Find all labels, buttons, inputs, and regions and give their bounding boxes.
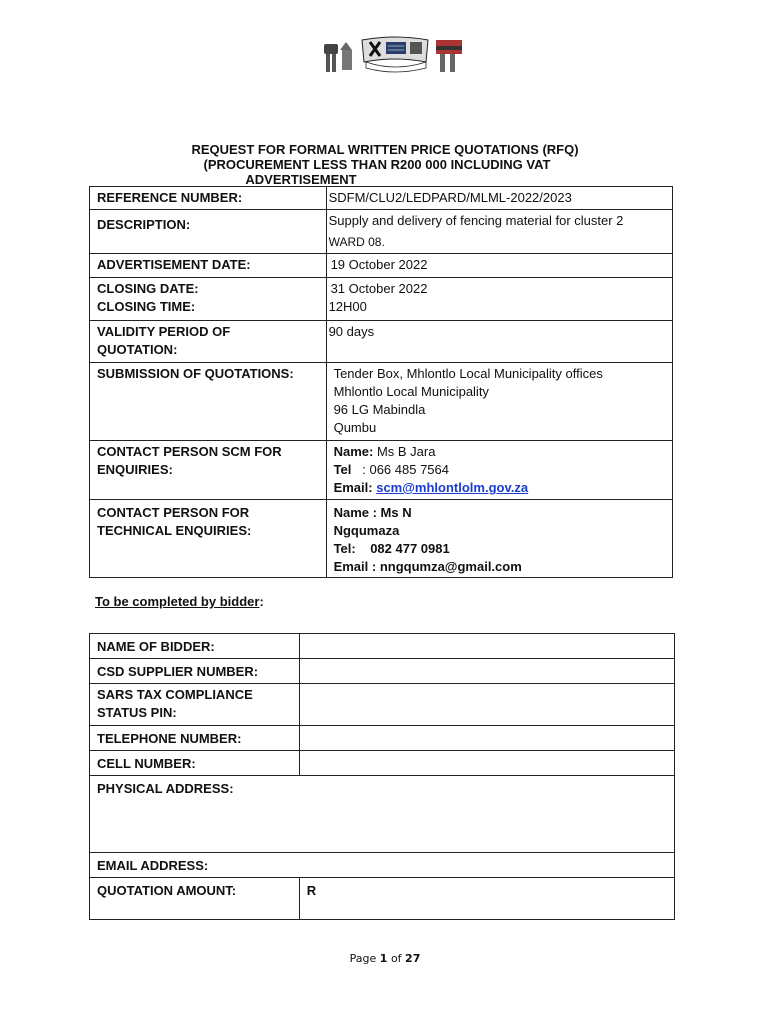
closing-date-label: CLOSING DATE: xyxy=(97,281,199,296)
scm-contact-details xyxy=(326,441,672,500)
bidder-form-table xyxy=(89,633,675,920)
table-row xyxy=(90,726,675,751)
technical-contact-details xyxy=(326,500,672,578)
scm-tel-label: Tel xyxy=(333,462,352,477)
technical-email: Email : nngqumza@gmail.com xyxy=(333,559,522,574)
table-row xyxy=(90,363,673,441)
technical-tel-label: Tel: xyxy=(333,541,356,556)
submission-line-4: Qumbu xyxy=(333,420,377,435)
table-row xyxy=(90,278,673,321)
closing-labels xyxy=(90,278,327,321)
scm-contact-label-line-2: ENQUIRIES: xyxy=(97,462,173,477)
telephone-field[interactable] xyxy=(299,726,674,751)
closing-date-value: 31 October 2022 xyxy=(330,281,428,296)
validity-value: 90 days xyxy=(326,321,672,363)
submission-line-1: Tender Box, Mhlontlo Local Municipality offices xyxy=(333,366,603,381)
table-row xyxy=(90,659,675,684)
quotation-amount-label: QUOTATION AMOUNT: xyxy=(90,878,300,920)
document-title-line-3: ADVERTISEMENT xyxy=(245,172,357,187)
reference-number-label: REFERENCE NUMBER: xyxy=(90,187,327,210)
document-title-line-2: (PROCUREMENT LESS THAN R200 000 INCLUDING VAT xyxy=(203,157,551,172)
email-address-field[interactable] xyxy=(90,853,675,878)
submission-address xyxy=(326,363,672,441)
validity-label-line-1: VALIDITY PERIOD OF xyxy=(97,324,231,339)
sars-pin-label xyxy=(90,684,300,726)
footer-of-word: of xyxy=(390,952,402,965)
submission-label: SUBMISSION OF QUOTATIONS: xyxy=(90,363,327,441)
bidder-name-label: NAME OF BIDDER: xyxy=(90,634,300,659)
bidder-section-heading-colon: : xyxy=(259,594,264,609)
table-row xyxy=(90,684,675,726)
technical-contact-label xyxy=(90,500,327,578)
description-line-1: Supply and delivery of fencing material for cluster 2 xyxy=(328,213,624,228)
quotation-amount-field[interactable]: R xyxy=(299,878,674,920)
table-row xyxy=(90,210,673,254)
advertisement-date-label: ADVERTISEMENT DATE: xyxy=(90,254,327,278)
table-row xyxy=(90,254,673,278)
description-label: DESCRIPTION: xyxy=(90,210,327,254)
table-row xyxy=(90,776,675,853)
validity-label-line-2: QUOTATION: xyxy=(97,342,178,357)
telephone-label: TELEPHONE NUMBER: xyxy=(90,726,300,751)
footer-page-word: Page xyxy=(349,952,377,965)
closing-time-label: CLOSING TIME: xyxy=(97,299,196,314)
municipality-crest-logo xyxy=(322,36,468,76)
scm-name-value: Ms B Jara xyxy=(376,444,436,459)
sars-pin-label-line-1: SARS TAX COMPLIANCE xyxy=(97,687,253,702)
rfq-details-table xyxy=(89,186,673,578)
footer-page-number: 1 xyxy=(379,952,388,965)
submission-line-3: 96 LG Mabindla xyxy=(333,402,426,417)
scm-tel-value: : 066 485 7564 xyxy=(362,462,449,477)
description-line-2: WARD 08. xyxy=(328,235,385,249)
bidder-section-heading-text: To be completed by bidder xyxy=(95,594,260,609)
scm-email-link[interactable]: scm@mhlontlolm.gov.za xyxy=(376,480,529,495)
table-row xyxy=(90,187,673,210)
table-row xyxy=(90,853,675,878)
scm-tel-row xyxy=(334,461,672,479)
table-row xyxy=(90,321,673,363)
technical-name-line-2: Ngqumaza xyxy=(333,523,400,538)
scm-contact-label-line-1: CONTACT PERSON SCM FOR xyxy=(97,444,282,459)
submission-line-2: Mhlontlo Local Municipality xyxy=(333,384,489,399)
bidder-section-heading xyxy=(95,594,264,609)
sars-pin-label-line-2: STATUS PIN: xyxy=(97,705,177,720)
scm-contact-label xyxy=(90,441,327,500)
table-row xyxy=(90,500,673,578)
physical-address-field[interactable] xyxy=(90,776,675,853)
technical-contact-label-line-1: CONTACT PERSON FOR xyxy=(97,505,250,520)
scm-name-label: Name: xyxy=(333,444,374,459)
csd-number-field[interactable] xyxy=(299,659,674,684)
table-row xyxy=(90,751,675,776)
closing-time-value: 12H00 xyxy=(328,299,367,314)
table-row xyxy=(90,634,675,659)
technical-contact-label-line-2: TECHNICAL ENQUIRIES: xyxy=(97,523,252,538)
description-value xyxy=(326,210,672,254)
sars-pin-field[interactable] xyxy=(299,684,674,726)
email-address-label: EMAIL ADDRESS: xyxy=(97,858,209,873)
cell-number-label: CELL NUMBER: xyxy=(90,751,300,776)
advertisement-date-value: 19 October 2022 xyxy=(326,254,672,278)
validity-label xyxy=(90,321,327,363)
scm-email-label: Email: xyxy=(333,480,373,495)
physical-address-label: PHYSICAL ADDRESS: xyxy=(97,781,234,796)
bidder-name-field[interactable] xyxy=(299,634,674,659)
scm-name-row xyxy=(334,443,672,461)
technical-tel-row xyxy=(334,540,672,558)
technical-tel-value: 082 477 0981 xyxy=(370,541,450,556)
cell-number-field[interactable] xyxy=(299,751,674,776)
technical-name-line-1: Name : Ms N xyxy=(333,505,412,520)
table-row xyxy=(90,878,675,920)
csd-number-label: CSD SUPPLIER NUMBER: xyxy=(90,659,300,684)
scm-email-row xyxy=(334,479,672,497)
document-title-line-1: REQUEST FOR FORMAL WRITTEN PRICE QUOTATIONS (RFQ) xyxy=(191,142,579,157)
reference-number-value: SDFM/CLU2/LEDPARD/MLML-2022/2023 xyxy=(326,187,672,210)
footer-page-total: 27 xyxy=(405,952,421,965)
page-number-footer xyxy=(0,952,770,965)
closing-values xyxy=(326,278,672,321)
table-row xyxy=(90,441,673,500)
